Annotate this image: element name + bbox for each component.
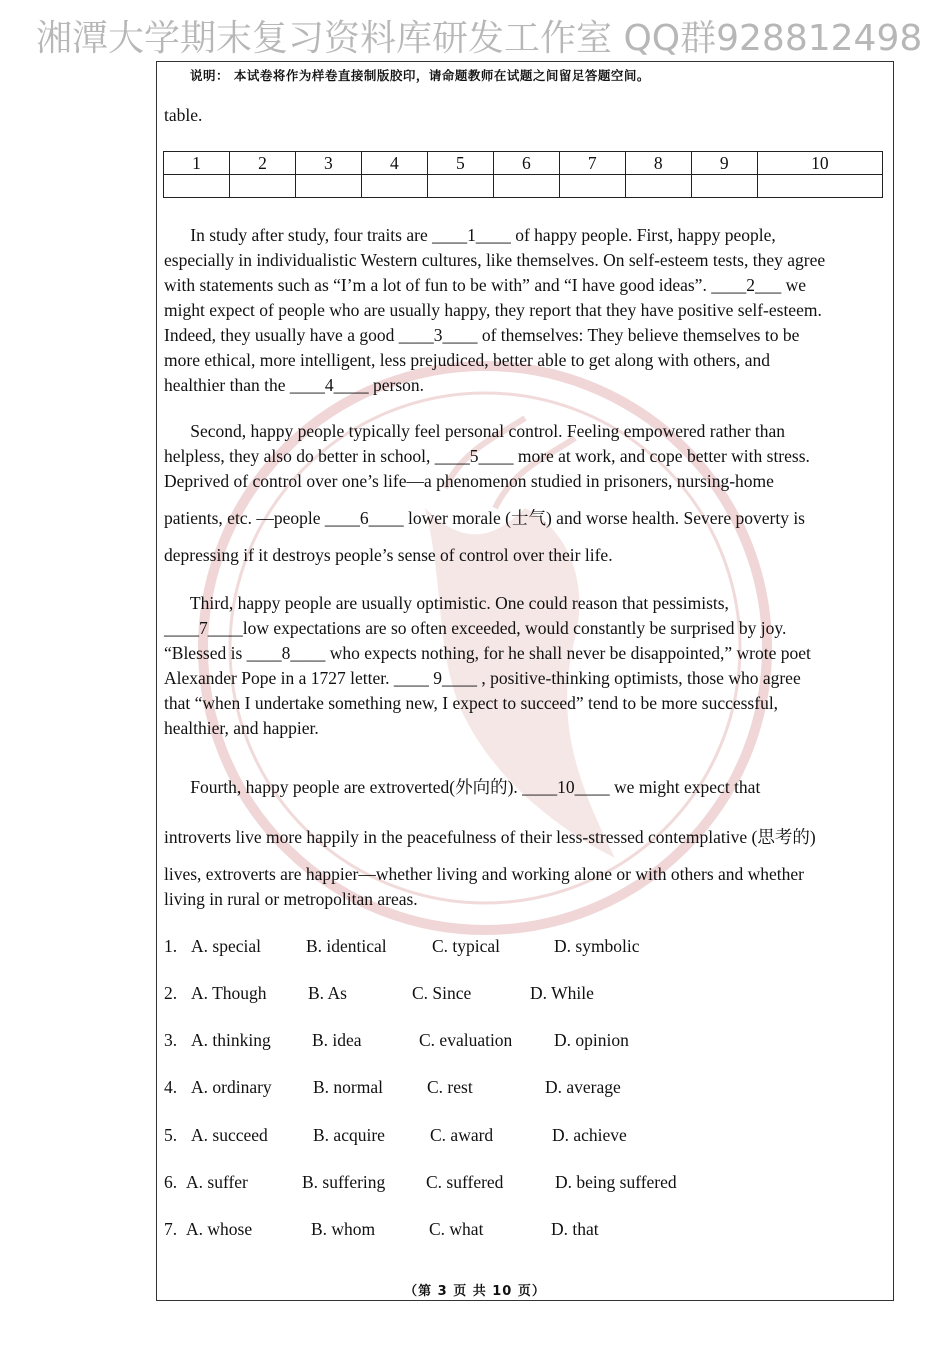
answer-cell[interactable] <box>493 175 559 198</box>
paragraph-line: Third, happy people are usually optimistic. One could reason that pessimists, <box>164 593 729 613</box>
question-number: 1. <box>164 936 178 956</box>
answer-cell[interactable] <box>757 175 882 198</box>
exam-note: 说明： 本试卷将作为样卷直接制版胶印，请命题教师在试题之间留足答题空间。 <box>190 68 650 83</box>
option-c[interactable]: C. evaluation <box>419 1030 513 1050</box>
paragraph-line: helpless, they also do better in school, ____5____ more at work, and cope better with stress. <box>164 446 810 466</box>
paragraph-line: Fourth, happy people are extroverted(外向的). ____10____ we might expect that <box>164 777 761 797</box>
question-number: 6. <box>164 1172 178 1192</box>
option-a[interactable]: A. whose <box>186 1219 253 1239</box>
paragraph-line: might expect of people who are usually happy, they report that they have positive self-esteem. <box>164 300 822 320</box>
answer-cell[interactable] <box>625 175 691 198</box>
option-c[interactable]: C. what <box>429 1219 484 1239</box>
option-d[interactable]: D. average <box>545 1077 621 1097</box>
paragraph-line: especially in individualistic Western cultures, like themselves. On self-esteem tests, they agree <box>164 250 826 270</box>
answer-cell[interactable] <box>361 175 427 198</box>
answer-table-header: 2 <box>229 152 295 175</box>
paragraph-line: more ethical, more intelligent, less prejudiced, better able to get along with others, and <box>164 350 770 370</box>
paragraph-line: healthier, and happier. <box>164 718 319 738</box>
option-c[interactable]: C. Since <box>412 983 472 1003</box>
paragraph-line: introverts live more happily in the peacefulness of their less-stressed contemplative (思考的) <box>164 827 816 847</box>
option-b[interactable]: B. idea <box>312 1030 362 1050</box>
paragraph-3 <box>164 591 890 741</box>
paragraph-line: living in rural or metropolitan areas. <box>164 889 418 909</box>
option-d[interactable]: D. symbolic <box>554 936 640 956</box>
answer-table-header: 9 <box>691 152 757 175</box>
paragraph-line: In study after study, four traits are ____1____ of happy people. First, happy people, <box>164 225 776 245</box>
option-d[interactable]: D. opinion <box>554 1030 629 1050</box>
paragraph-2 <box>164 419 890 568</box>
paragraph-4 <box>164 775 890 912</box>
option-a[interactable]: A. succeed <box>191 1125 268 1145</box>
paragraph-line: depressing if it destroys people’s sense of control over their life. <box>164 545 613 565</box>
option-b[interactable]: B. suffering <box>302 1172 386 1192</box>
paragraph-line: with statements such as “I’m a lot of fun to be with” and “I have good ideas”. ____2___ we <box>164 275 806 295</box>
paragraph-line: patients, etc. —people ____6____ lower morale (士气) and worse health. Severe poverty is <box>164 508 805 528</box>
answer-cell[interactable] <box>427 175 493 198</box>
question-number: 5. <box>164 1125 178 1145</box>
option-d[interactable]: D. achieve <box>552 1125 627 1145</box>
answer-table-header: 4 <box>361 152 427 175</box>
paragraph-line: Deprived of control over one’s life—a phenomenon studied in prisoners, nursing-home <box>164 471 774 491</box>
answer-cell[interactable] <box>164 175 230 198</box>
option-a[interactable]: A. special <box>191 936 261 956</box>
answer-cell[interactable] <box>691 175 757 198</box>
paragraph-line: healthier than the ____4____ person. <box>164 375 425 395</box>
answer-table <box>163 151 883 198</box>
answer-table-header: 10 <box>757 152 882 175</box>
answer-table-header: 5 <box>427 152 493 175</box>
option-b[interactable]: B. normal <box>313 1077 383 1097</box>
paragraph-line: ____7____low expectations are so often exceeded, would constantly be surprised by joy. <box>164 618 787 638</box>
question-number: 2. <box>164 983 178 1003</box>
page-footer: （第 3 页 共 10 页） <box>404 1284 546 1299</box>
question-number: 3. <box>164 1030 178 1050</box>
option-b[interactable]: B. identical <box>306 936 387 956</box>
intro-text: table. <box>164 105 203 125</box>
option-b[interactable]: B. As <box>308 983 347 1003</box>
paragraph-line: Second, happy people typically feel personal control. Feeling empowered rather than <box>164 421 786 441</box>
paragraph-line: “Blessed is ____8____ who expects nothing, for he shall never be disappointed,” wrote poet <box>164 643 811 663</box>
option-d[interactable]: D. being suffered <box>555 1172 677 1192</box>
option-b[interactable]: B. whom <box>311 1219 376 1239</box>
option-a[interactable]: A. thinking <box>191 1030 271 1050</box>
answer-table-header: 8 <box>625 152 691 175</box>
answer-cell[interactable] <box>559 175 625 198</box>
option-c[interactable]: C. rest <box>427 1077 473 1097</box>
answer-cell[interactable] <box>229 175 295 198</box>
option-c[interactable]: C. typical <box>432 936 501 956</box>
option-c[interactable]: C. award <box>430 1125 494 1145</box>
header-watermark: 湘潭大学期末复习资料库研发工作室 QQ群928812498 <box>36 18 923 59</box>
answer-table-header: 6 <box>493 152 559 175</box>
option-a[interactable]: A. ordinary <box>191 1077 272 1097</box>
answer-table-blank-row <box>164 175 883 198</box>
paragraph-line: that “when I undertake something new, I expect to succeed” tend to be more successful, <box>164 693 779 713</box>
question-number: 7. <box>164 1219 178 1239</box>
question-number: 4. <box>164 1077 178 1097</box>
option-d[interactable]: D. that <box>551 1219 599 1239</box>
option-a[interactable]: A. Though <box>191 983 267 1003</box>
option-c[interactable]: C. suffered <box>426 1172 504 1192</box>
paragraph-line: Indeed, they usually have a good ____3____ of themselves: They believe themselves to be <box>164 325 800 345</box>
paragraph-line: lives, extroverts are happier—whether living and working alone or with others and whether <box>164 864 805 884</box>
option-b[interactable]: B. acquire <box>313 1125 385 1145</box>
answer-cell[interactable] <box>295 175 361 198</box>
answer-table-header-row <box>164 152 883 175</box>
answer-table-header: 3 <box>295 152 361 175</box>
option-a[interactable]: A. suffer <box>186 1172 248 1192</box>
paragraph-line: Alexander Pope in a 1727 letter. ____ 9____ , positive-thinking optimists, those who agree <box>164 668 801 688</box>
paragraph-1 <box>164 223 890 398</box>
answer-table-header: 7 <box>559 152 625 175</box>
option-d[interactable]: D. While <box>530 983 594 1003</box>
answer-table-header: 1 <box>164 152 230 175</box>
